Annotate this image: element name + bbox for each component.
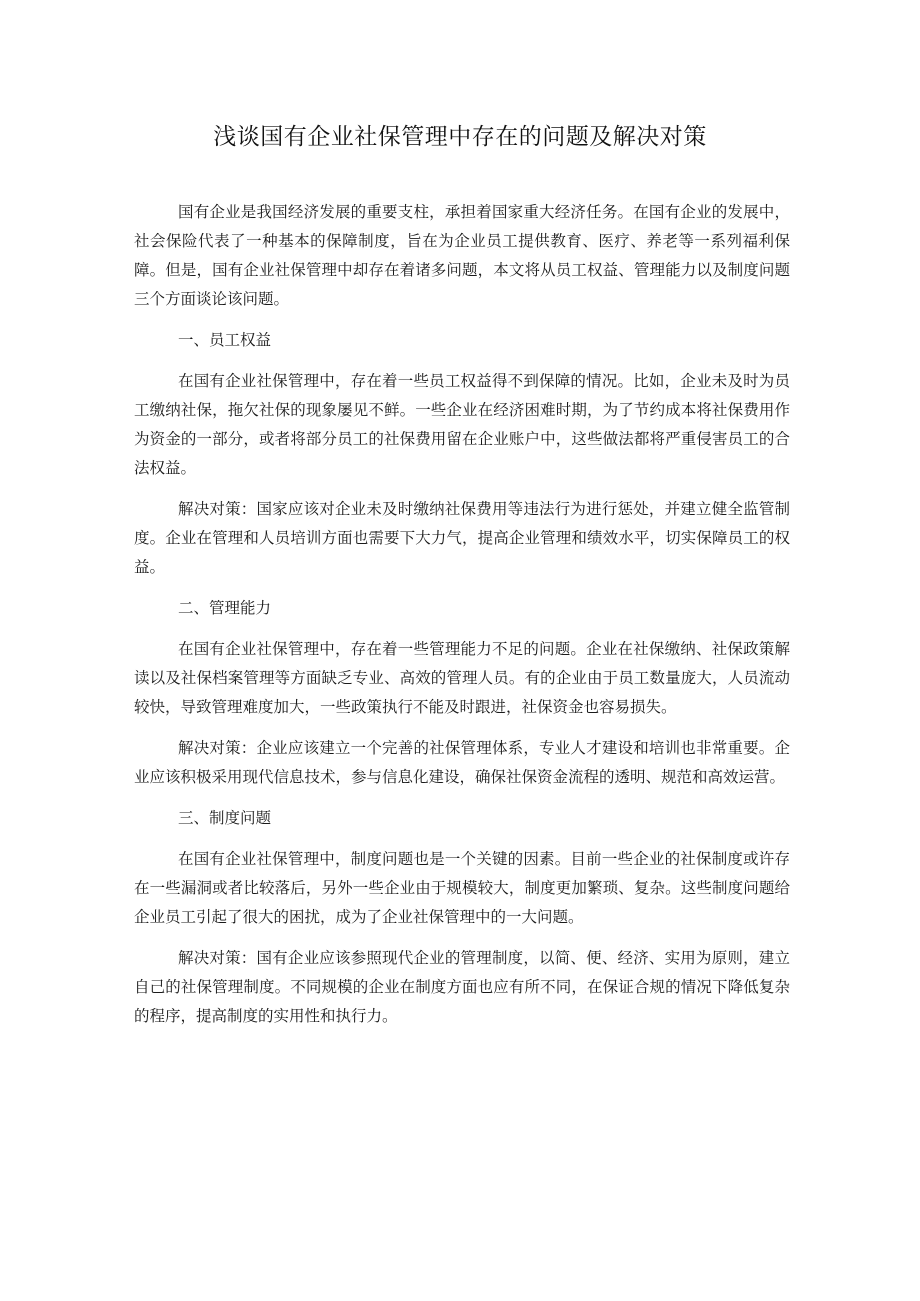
employee-rights-paragraph: 在国有企业社保管理中，存在着一些员工权益得不到保障的情况。比如，企业未及时为员工缴纳社保，拖欠社保的现象屡见不鲜。一些企业在经济困难时期，为了节约成本将社保费用作为资金的一部分，或者将部分员工的社保费用留在企业账户中，这些做法都将严重侵害员工的合法权益。 [134,372,790,477]
document-body [134,198,790,1043]
management-capability-paragraph: 在国有企业社保管理中，存在着一些管理能力不足的问题。企业在社保缴纳、社保政策解读以及社保档案管理等方面缺乏专业、高效的管理人员。有的企业由于员工数量庞大，人员流动较快，导致管理难度加大，一些政策执行不能及时跟进，社保资金也容易损失。 [134,640,790,716]
section-heading-system-issues: 三、制度问题 [178,809,272,827]
document-title: 浅谈国有企业社保管理中存在的问题及解决对策 [213,124,707,150]
section-heading-management-capability: 二、管理能力 [178,599,272,617]
system-issues-paragraph: 在国有企业社保管理中，制度问题也是一个关键的因素。目前一些企业的社保制度或许存在一些漏洞或者比较落后，另外一些企业由于规模较大，制度更加繁琐、复杂。这些制度问题给企业员工引起了很大的困扰，成为了企业社保管理中的一大问题。 [134,850,790,926]
employee-rights-solution-paragraph: 解决对策：国家应该对企业未及时缴纳社保费用等违法行为进行惩处，并建立健全监管制度。企业在管理和人员培训方面也需要下大力气，提高企业管理和绩效水平，切实保障员工的权益。 [134,500,790,576]
intro-paragraph: 国有企业是我国经济发展的重要支柱，承担着国家重大经济任务。在国有企业的发展中，社会保险代表了一种基本的保障制度，旨在为企业员工提供教育、医疗、养老等一系列福利保障。但是，国有企业社保管理中却存在着诸多问题，本文将从员工权益、管理能力以及制度问题三个方面谈论该问题。 [134,203,790,308]
system-issues-solution-paragraph: 解决对策：国有企业应该参照现代企业的管理制度，以简、便、经济、实用为原则，建立自己的社保管理制度。不同规模的企业在制度方面也应有所不同，在保证合规的情况下降低复杂的程序，提高制度的实用性和执行力。 [134,949,790,1025]
section-heading-employee-rights: 一、员工权益 [178,331,272,349]
management-capability-solution-paragraph: 解决对策：企业应该建立一个完善的社保管理体系，专业人才建设和培训也非常重要。企业应该积极采用现代信息技术，参与信息化建设，确保社保资金流程的透明、规范和高效运营。 [134,739,790,786]
